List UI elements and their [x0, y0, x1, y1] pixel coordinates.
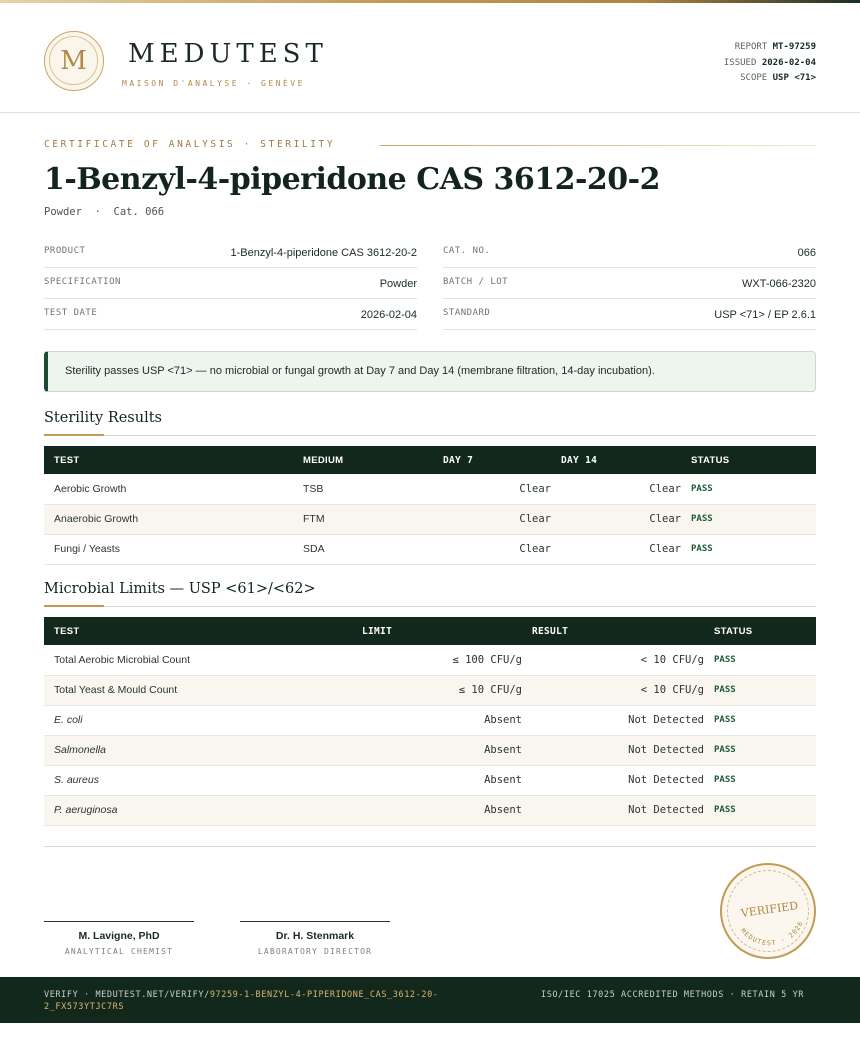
spec-row-cat-no: CAT. NO. 066	[443, 237, 816, 268]
table-row: Anaerobic Growth FTM Clear Clear PASS	[44, 504, 816, 534]
sterility-section-heading	[44, 410, 816, 436]
spec-row-standard: STANDARD USP <71> / EP 2.6.1	[443, 299, 816, 330]
table-header-row	[44, 617, 816, 645]
spec-column-left	[44, 237, 417, 330]
seal-word: VERIFIED	[740, 899, 799, 920]
status-badge: PASS	[714, 685, 736, 695]
brand-logo	[44, 31, 104, 91]
signatory-role: LABORATORY DIRECTOR	[257, 947, 373, 956]
signature-block	[240, 921, 390, 956]
table-row: Total Aerobic Microbial Count ≤ 100 CFU/g < 10 CFU/g PASS	[44, 645, 816, 675]
signatory-name: Dr. H. Stenmark	[275, 930, 355, 942]
spec-column-right	[443, 237, 816, 330]
status-badge: PASS	[691, 483, 713, 494]
kicker-rule	[380, 145, 816, 146]
result-notice-text: Sterility passes USP <71> — no microbial or fungal growth at Day 7 and Day 14 (membrane filtration, 14-day incubation).	[65, 365, 655, 377]
status-badge: PASS	[714, 775, 736, 785]
status-badge: PASS	[691, 514, 713, 524]
spec-row-product: PRODUCT 1-Benzyl-4-piperidone CAS 3612-20-2	[44, 237, 417, 268]
logo-letter: M	[49, 36, 98, 85]
page-subtitle: Powder · Cat. 066	[44, 206, 165, 218]
verified-seal	[720, 863, 816, 959]
sterility-heading-text: Sterility Results	[44, 410, 162, 426]
column-header: DAY 7	[443, 454, 474, 466]
table-row: Salmonella Absent Not Detected PASS	[44, 735, 816, 765]
status-badge: PASS	[691, 544, 713, 554]
spec-row-batch: BATCH / LOT WXT-066-2320	[443, 268, 816, 299]
spec-row-test-date: TEST DATE 2026-02-04	[44, 299, 417, 330]
status-badge: PASS	[714, 654, 736, 665]
meta-issued: ISSUED 2026-02-04	[723, 57, 816, 68]
brand-name: MEDUTEST	[128, 39, 328, 69]
status-badge: PASS	[714, 745, 736, 755]
table-row: E. coli Absent Not Detected PASS	[44, 705, 816, 735]
status-badge: PASS	[714, 715, 736, 725]
microbial-section-heading	[44, 581, 816, 607]
column-header: MEDIUM	[303, 454, 344, 466]
signatory-role: ANALYTICAL CHEMIST	[64, 947, 174, 956]
report-footer	[0, 977, 860, 1023]
seal-ring-text: MEDUTEST · 2026	[738, 919, 806, 948]
sterility-table	[44, 446, 816, 565]
column-header: DAY 14	[561, 454, 598, 466]
verify-line: VERIFY · MEDUTEST.NET/VERIFY/97259-1-BENZYL-4-PIPERIDONE_CAS_3612-20-2_FX573YTJC7RS	[44, 990, 439, 1012]
page-title: 1-Benzyl-4-piperidone CAS 3612-20-2	[44, 162, 660, 197]
table-row: Total Yeast & Mould Count ≤ 10 CFU/g < 10 CFU/g PASS	[44, 675, 816, 705]
meta-report: REPORT MT-97259	[734, 42, 816, 52]
heading-underline	[44, 605, 104, 607]
heading-underline	[44, 434, 104, 436]
svg-text:MEDUTEST · 2026	[738, 918, 807, 951]
table-row: Aerobic Growth TSB Clear Clear PASS	[44, 474, 816, 504]
signatory-name: M. Lavigne, PhD	[78, 930, 160, 942]
microbial-heading-text: Microbial Limits — USP <61>/<62>	[44, 581, 316, 597]
table-header-row	[44, 446, 816, 474]
report-header	[0, 3, 860, 113]
meta-scope: SCOPE USP <71>	[740, 73, 816, 83]
verify-link[interactable]: 97259-1-BENZYL-4-PIPERIDONE_CAS_3612-20-2_FX573YTJC7RS	[44, 990, 439, 1012]
status-badge: PASS	[714, 805, 736, 815]
table-row: P. aeruginosa Absent Not Detected PASS	[44, 795, 816, 825]
accreditation-note: ISO/IEC 17025 ACCREDITED METHODS · RETAIN 5 YR	[541, 990, 805, 1000]
table-row: Fungi / Yeasts SDA Clear Clear PASS	[44, 534, 816, 564]
kicker-row	[44, 139, 816, 151]
document-kicker: CERTIFICATE OF ANALYSIS · STERILITY	[44, 139, 336, 150]
column-header: STATUS	[714, 625, 753, 637]
signature-block	[44, 921, 194, 956]
brand-tagline: MAISON D'ANALYSE · GENÈVE	[122, 79, 305, 88]
microbial-limits-table	[44, 617, 816, 826]
column-header: TEST	[54, 625, 80, 637]
column-header: TEST	[54, 454, 80, 466]
report-meta	[724, 40, 816, 87]
section-divider	[44, 846, 816, 847]
table-row: S. aureus Absent Not Detected PASS	[44, 765, 816, 795]
result-notice	[44, 351, 816, 392]
column-header: RESULT	[532, 625, 569, 637]
spec-row-specification: SPECIFICATION Powder	[44, 268, 417, 299]
column-header: STATUS	[691, 454, 730, 466]
seal-graphic	[722, 865, 818, 961]
column-header: LIMIT	[362, 625, 393, 637]
